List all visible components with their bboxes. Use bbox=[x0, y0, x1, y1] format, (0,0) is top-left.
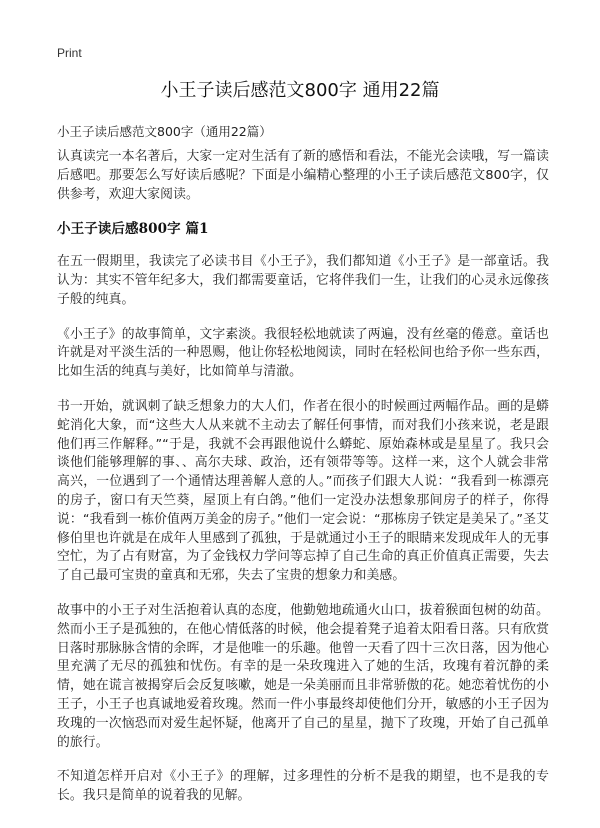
article-body bbox=[57, 148, 549, 822]
section-heading: 小王子读后感800字 篇1 bbox=[57, 221, 209, 238]
print-link[interactable]: Print bbox=[57, 46, 82, 60]
subtitle: 小王子读后感范文800字（通用22篇） bbox=[57, 124, 272, 139]
paragraph-3: 书一开始，就讽刺了缺乏想象力的大人们，作者在很小的时候画过两幅作品。画的是蟒蛇消化大象，而“这些大人从来就不主动去了解任何事情，而对我们小孩来说，老是跟他们再三作解释。”“于是，我就不会再跟他说什么蟒蛇、原始森林或是星星了。我只会谈他们能够理解的事、、高尔夫球、政治，还有领带等等。这样一来，这个人就会非常高兴，一位遇到了一个通情达理善解人意的人。”而孩子们跟大人说：“我看到一栋漂亮的房子，窗口有天竺葵，屋顶上有白鸽。”他们一定没办法想象那间房子的样子，你得说：“我看到一栋价值两万美金的房子。”他们一定会说：“那栋房子铁定是美呆了。”圣艾修伯里也许就是在成年人里感到了孤独，于是就通过小王子的眼睛来发现成年人的无事空忙，为了占有财富，为了金钱权力学问等忘掉了自己生命的真正价值真正需要，失去了自己最可宝贵的童真和无邪，失去了宝贵的想象力和美感。 bbox=[57, 398, 549, 584]
paragraph-5: 不知道怎样开启对《小王子》的理解，过多理性的分析不是我的期望，也不是我的专长。我只是简单的说着我的见解。 bbox=[57, 769, 549, 804]
paragraph-1: 在五一假期里，我读完了必读书目《小王子》，我们都知道《小王子》是一部童话。我认为：其实不管年纪多大，我们都需要童话，它将伴我们一生，让我们的心灵永远像孩子般的纯真。 bbox=[57, 254, 549, 307]
paragraph-2: 《小王子》的故事简单，文字素淡。我很轻松地就读了两遍，没有丝毫的倦意。童话也许就是对平淡生活的一种恩赐，他让你轻松地阅读，同时在轻松间也给予你一些东西，比如生活的纯真与美好，比如简单与清澈。 bbox=[57, 326, 549, 380]
paragraph-4: 故事中的小王子对生活抱着认真的态度，他勤勉地疏通火山口，拔着猴面包树的幼苗。然而小王子是孤独的，在他心情低落的时候，他会提着凳子追着太阳看日落。只有欣赏日落时那脉脉含情的余晖，才是他唯一的乐趣。他曾一天看了四十三次日落，因为他心里充满了无尽的孤独和忧伤。有幸的是一朵玫瑰进入了她的生活，玫瑰有着沉静的柔情，她在谎言被揭穿后会反复咳嗽，她是一朵美丽而且非常骄傲的花。她恋着忧伤的小王子，小王子也真诚地爱着玫瑰。然而一件小事最终却使他们分开，敏感的小王子因为玫瑰的一次恼恐而对爱生起怀疑，他离开了自己的星星，抛下了玫瑰，开始了自己孤单的旅行。 bbox=[57, 602, 549, 750]
intro-paragraph: 认真读完一本名著后，大家一定对生活有了新的感悟和看法，不能光会读哦，写一篇读后感吧。那要怎么写好读后感呢？下面是小编精心整理的小王子读后感范文800字，仅供参考，欢迎大家阅读。 bbox=[57, 149, 549, 202]
page-title: 小王子读后感范文800字 通用22篇 bbox=[160, 80, 440, 101]
